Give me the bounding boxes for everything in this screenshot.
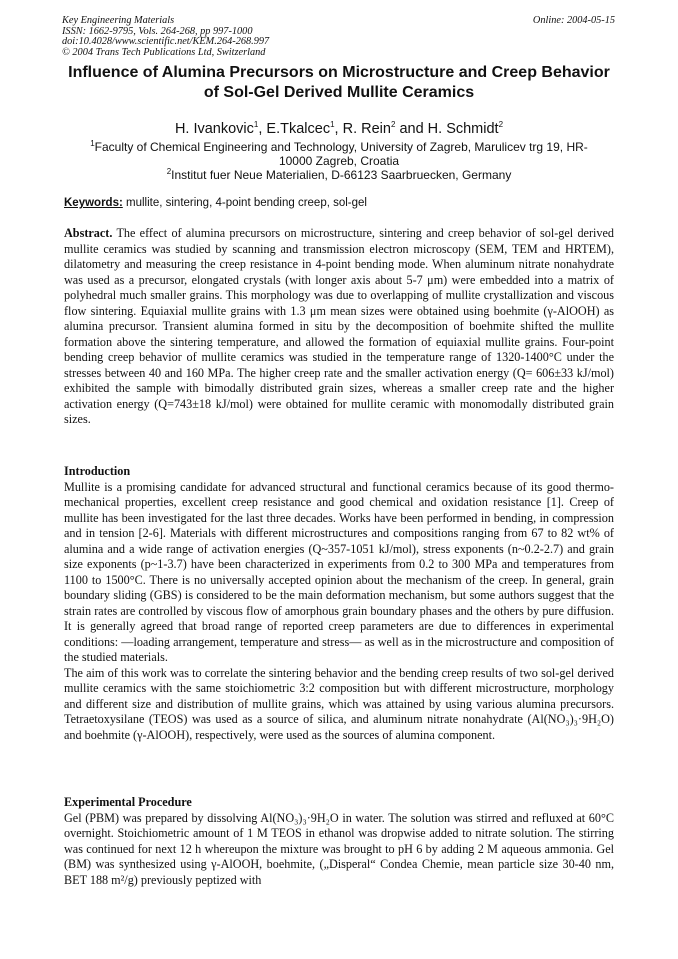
journal-issn: ISSN: 1662-9795, Vols. 264-268, pp 997-1000 bbox=[62, 25, 253, 37]
section-heading: Experimental Procedure bbox=[64, 795, 192, 809]
author-list bbox=[40, 120, 638, 138]
author-affiliation-mark: 1 bbox=[330, 120, 335, 130]
affiliation-mark: 1 bbox=[90, 139, 95, 148]
section-heading: Introduction bbox=[64, 464, 131, 478]
abstract-label: Abstract. bbox=[64, 226, 113, 240]
paper-title-line-2: of Sol-Gel Derived Mullite Ceramics bbox=[203, 84, 475, 101]
affiliations bbox=[70, 140, 608, 182]
paper-title-line-1: Influence of Alumina Precursors on Microstructure and Creep Behavior bbox=[68, 64, 610, 81]
author-name: , R. Rein bbox=[334, 121, 391, 137]
paragraph: Mullite is a promising candidate for advanced structural and functional ceramics because of its good thermo-mechanical properties, excellent creep resistance and good chemical and oxidation resistance [1]. Creep of mullite has been investigated for the last three decades. Works have been performed in bending, in compression and in tension [2-6]. Materials with different microstructures and compositions ranging from 67 to 82 wt% of alumina and a wide range of activation energies (Q~357-1051 kJ/mol), stress exponents (n~0.2-2.7) and grain size exponents (p~1-3.7) have been characterized in experiments from 0.2 to 300 MPa and temperatures from 1100 to 1500°C. There is no universally accepted opinion about the mechanism of the creep. In general, grain boundary sliding (GBS) is considered to be the main deformation mechanism, but some authors suggest that the strain rates are controlled by viscous flow of amorphous grain boundary phases and the others by pure diffusion. It is generally agreed that broad range of reported creep parameters are due to differences in experimental conditions: ―loading arrangement, temperature and stress― as well as in the microstructure and composition of the studied materials. bbox=[64, 479, 614, 664]
journal-doi: doi:10.4028/www.scientific.net/KEM.264-268.997 bbox=[62, 36, 270, 47]
affiliation-2 bbox=[70, 168, 608, 182]
author-affiliation-mark: 1 bbox=[253, 120, 259, 130]
affiliation-text: Faculty of Chemical Engineering and Technology, University of Zagreb, Marulicev trg 19, HR- bbox=[94, 140, 588, 154]
journal-copyright: © 2004 Trans Tech Publications Ltd, Switzerland bbox=[62, 46, 266, 58]
keywords bbox=[64, 196, 614, 210]
author-name: and H. Schmidt bbox=[395, 121, 499, 137]
keywords-text: mullite, sintering, 4-point bending creep, sol-gel bbox=[122, 197, 367, 209]
online-date: Online: 2004-05-15 bbox=[532, 15, 615, 26]
journal-name: Key Engineering Materials bbox=[62, 15, 175, 26]
author-affiliation-mark: 2 bbox=[498, 120, 504, 130]
experimental-section bbox=[64, 795, 614, 888]
abstract-text: The effect of alumina precursors on microstructure, sintering and creep behavior of sol-gel derived mullite ceramics was studied by scanning and transmission electron microscopy (SEM, TEM and HRTEM), dilatometry and measuring the creep resistance in 4-point bending mode. When aluminum nitrate nonahydrate was used as a precursor, elongated crystals (with longer axis about 5-7 μm) were embedded into a matrix of polyhedral much smaller grains. This morphology was due to overlapping of mullite crystallization and viscous flow sintering. Equiaxial mullite grains with 1.3 μm mean sizes were obtained using boehmite (γ-AlOOH) as alumina precursor. Transient alumina formed in situ by the decomposition of boehmite shifted the mullite formation above the sintering temperature, and allowed the formation of equiaxial mullite grains. Four-point bending creep behavior of mullite ceramics was studied in the temperature range of 1320-1400°C under the stresses between 40 and 160 MPa. The higher creep rate and the smaller activation energy (Q= 606±33 kJ/mol) exhibited the sample with bimodally distributed grain sizes, whereas a smaller creep rate and the higher activation energy (Q=743±18 kJ/mol) were obtained for mullite ceramic with monomodally distributed grain sizes. bbox=[64, 226, 614, 426]
abstract bbox=[64, 226, 614, 428]
affiliation-mark: 2 bbox=[166, 167, 172, 176]
keywords-label: Keywords: bbox=[64, 197, 123, 209]
affiliation-1 bbox=[70, 140, 608, 154]
paper-title bbox=[40, 63, 638, 103]
paragraph: Gel (PBM) was prepared by dissolving Al(NO₃)₃·9H₂O in water. The solution was stirred and refluxed at 60°C overnight. Stoichiometric amount of 1 M TEOS in ethanol was dropwise added to nitrate solution. The stirring was continued for next 12 h whereupon the mixture was brought to pH 6 by adding 2 M aqueous ammonia. Gel (BM) was synthesized using γ-AlOOH, boehmite, („Disperal“ Condea Chemie, mean particle size 30-40 nm, BET 188 m²/g) previously peptized with bbox=[64, 810, 614, 887]
author-name: H. Ivankovic bbox=[174, 121, 254, 137]
paragraph: The aim of this work was to correlate the sintering behavior and the bending creep results of two sol-gel derived mullite ceramics with the same stoichiometric 3:2 composition but with different microstructure, morphology and different size and distribution of mullite grains, which was attained by using various alumina precursors. Tetraetoxysilane (TEOS) was used as a source of silica, and aluminum nitrate nonahydrate (Al(NO₃)₃·9H₂O) and boehmite (γ-AlOOH), respectively, were used as the sources of alumina component. bbox=[64, 665, 614, 742]
author-affiliation-mark: 2 bbox=[390, 120, 396, 130]
affiliation-text: Institut fuer Neue Materialien, D-66123 Saarbruecken, Germany bbox=[171, 168, 512, 182]
journal-header bbox=[62, 16, 615, 58]
affiliation-1-continued: 10000 Zagreb, Croatia bbox=[278, 154, 400, 168]
introduction-section bbox=[64, 464, 614, 743]
author-name: , E.Tkalcec bbox=[258, 121, 331, 137]
